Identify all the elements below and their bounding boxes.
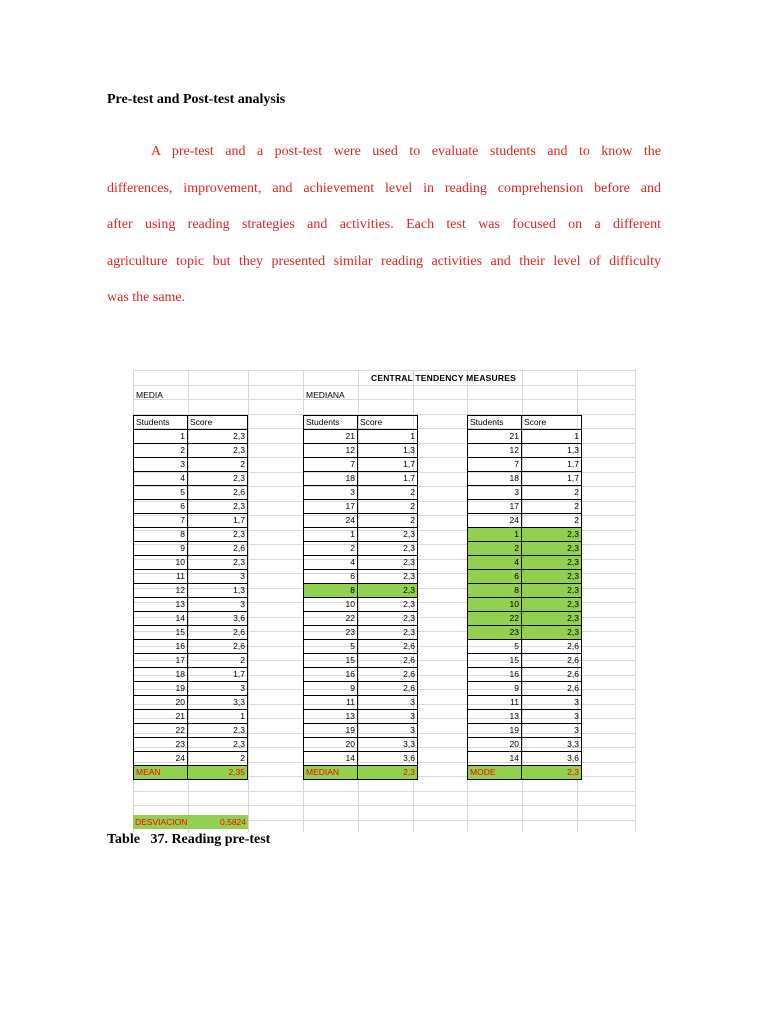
student-number-cell: 3: [468, 486, 522, 500]
grid-line: [133, 791, 635, 792]
student-number-cell: 22: [134, 724, 188, 738]
table-footer-row: [304, 766, 418, 780]
table-row: [304, 528, 418, 542]
student-number-cell: 1: [134, 430, 188, 444]
paragraph-line: A pre-test and a post-test were used to evaluate students and to know the: [151, 144, 661, 159]
table-row: [468, 430, 582, 444]
table-footer-row: [134, 766, 248, 780]
student-number-cell: 1: [304, 528, 358, 542]
table-row: [134, 472, 248, 486]
table-row: [134, 696, 248, 710]
table-row: [304, 430, 418, 444]
spreadsheet-image: [133, 370, 635, 832]
student-number-cell: 13: [134, 598, 188, 612]
score-cell: 1,7: [522, 472, 582, 486]
paragraph-line: agriculture topic but they presented similar reading activities and their level of difficulty: [107, 253, 661, 269]
student-number-cell: 10: [304, 598, 358, 612]
student-number-cell: 23: [304, 626, 358, 640]
student-number-cell: 5: [304, 640, 358, 654]
table-row: [468, 556, 582, 570]
table-footer-row: [468, 766, 582, 780]
table-row: [468, 542, 582, 556]
table-row: [468, 710, 582, 724]
score-cell: 1,3: [522, 444, 582, 458]
score-cell: 2,6: [522, 654, 582, 668]
table-row: [468, 486, 582, 500]
student-number-cell: 10: [468, 598, 522, 612]
table-row: [468, 696, 582, 710]
table-row: [304, 696, 418, 710]
score-cell: 2,6: [522, 640, 582, 654]
summary-label: MEDIAN: [304, 766, 358, 780]
student-number-cell: 12: [134, 584, 188, 598]
table-row: [468, 640, 582, 654]
score-cell: 3,3: [188, 696, 248, 710]
score-cell: 2,3: [522, 528, 582, 542]
table-row: [134, 682, 248, 696]
score-cell: 2,3: [188, 444, 248, 458]
table-row: [304, 472, 418, 486]
score-cell: 2,3: [188, 528, 248, 542]
table-row: [468, 570, 582, 584]
table-row: [468, 584, 582, 598]
student-number-cell: 16: [304, 668, 358, 682]
table-row: [304, 444, 418, 458]
table-row: [304, 486, 418, 500]
score-cell: 3: [358, 710, 418, 724]
score-cell: 2,6: [188, 640, 248, 654]
student-number-cell: 8: [304, 584, 358, 598]
student-number-cell: 7: [134, 514, 188, 528]
table-row: [468, 738, 582, 752]
student-number-cell: 4: [468, 556, 522, 570]
table-row: [134, 570, 248, 584]
score-cell: 3: [188, 598, 248, 612]
student-number-cell: 2: [468, 542, 522, 556]
media-label: MEDIA: [136, 390, 163, 400]
table-row: [134, 668, 248, 682]
score-cell: 2,3: [358, 598, 418, 612]
student-number-cell: 15: [468, 654, 522, 668]
table-row: [304, 738, 418, 752]
student-number-cell: 19: [134, 682, 188, 696]
grid-line: [133, 370, 635, 371]
score-cell: 2: [522, 486, 582, 500]
grid-line: [248, 370, 249, 832]
score-cell: 2,3: [358, 612, 418, 626]
score-cell: 2,3: [188, 556, 248, 570]
score-cell: 2,6: [188, 626, 248, 640]
table-row: [304, 612, 418, 626]
score-cell: 2,3: [522, 598, 582, 612]
students-column-header: Students: [304, 416, 358, 430]
table-row: [468, 528, 582, 542]
score-column-header: Score: [188, 416, 248, 430]
score-cell: 2,3: [188, 724, 248, 738]
score-cell: 3: [188, 570, 248, 584]
score-cell: 2,3: [522, 584, 582, 598]
student-number-cell: 12: [468, 444, 522, 458]
grid-line: [133, 805, 635, 806]
score-cell: 3,6: [358, 752, 418, 766]
student-number-cell: 17: [304, 500, 358, 514]
score-cell: 2: [358, 486, 418, 500]
student-number-cell: 4: [304, 556, 358, 570]
student-number-cell: 3: [304, 486, 358, 500]
table-row: [304, 598, 418, 612]
student-number-cell: 14: [468, 752, 522, 766]
score-column-header: Score: [358, 416, 418, 430]
student-number-cell: 9: [468, 682, 522, 696]
score-cell: 1: [188, 710, 248, 724]
table-row: [468, 682, 582, 696]
table-row: [468, 458, 582, 472]
summary-value: 2,3: [358, 766, 418, 780]
table-row: [304, 640, 418, 654]
student-number-cell: 20: [468, 738, 522, 752]
grid-line: [133, 385, 635, 386]
score-cell: 2,3: [188, 430, 248, 444]
student-number-cell: 8: [134, 528, 188, 542]
paragraph-line: differences, improvement, and achievement level in reading comprehension before and: [107, 180, 661, 196]
student-number-cell: 2: [304, 542, 358, 556]
student-number-cell: 15: [304, 654, 358, 668]
student-number-cell: 23: [134, 738, 188, 752]
student-number-cell: 9: [134, 542, 188, 556]
student-number-cell: 20: [304, 738, 358, 752]
deviation-value: 0,5824: [192, 815, 248, 829]
student-number-cell: 1: [468, 528, 522, 542]
table-row: [468, 668, 582, 682]
student-number-cell: 14: [134, 612, 188, 626]
table-row: [468, 514, 582, 528]
score-cell: 2,3: [188, 738, 248, 752]
table-row: [134, 654, 248, 668]
score-cell: 3: [358, 724, 418, 738]
score-cell: 2,3: [358, 626, 418, 640]
score-cell: 2,6: [358, 654, 418, 668]
score-cell: 2: [188, 458, 248, 472]
student-number-cell: 20: [134, 696, 188, 710]
table-caption: Table 37. Reading pre-test: [107, 832, 271, 847]
student-number-cell: 21: [134, 710, 188, 724]
student-number-cell: 3: [134, 458, 188, 472]
student-number-cell: 2: [134, 444, 188, 458]
students-column-header: Students: [134, 416, 188, 430]
student-number-cell: 11: [304, 696, 358, 710]
student-number-cell: 18: [134, 668, 188, 682]
mediana-label: MEDIANA: [306, 390, 345, 400]
student-number-cell: 24: [134, 752, 188, 766]
score-cell: 2,6: [522, 682, 582, 696]
paragraph-line: after using reading strategies and activities. Each test was focused on a different: [107, 217, 661, 232]
score-cell: 2: [522, 514, 582, 528]
summary-value: 2,3: [522, 766, 582, 780]
score-cell: 2,3: [358, 570, 418, 584]
student-number-cell: 6: [304, 570, 358, 584]
score-cell: 3: [522, 696, 582, 710]
score-cell: 1,7: [188, 668, 248, 682]
table-row: [468, 598, 582, 612]
score-cell: 3,3: [522, 738, 582, 752]
student-number-cell: 21: [304, 430, 358, 444]
score-cell: 2,3: [188, 472, 248, 486]
student-number-cell: 9: [304, 682, 358, 696]
table-row: [134, 612, 248, 626]
section-heading: Pre-test and Post-test analysis: [107, 92, 286, 107]
score-cell: 3,6: [522, 752, 582, 766]
score-cell: 3: [358, 696, 418, 710]
score-cell: 1,7: [522, 458, 582, 472]
deviation-row: [133, 815, 248, 829]
table-row: [134, 528, 248, 542]
table-row: [134, 514, 248, 528]
student-number-cell: 13: [468, 710, 522, 724]
table-row: [468, 472, 582, 486]
grid-line: [133, 399, 635, 400]
score-cell: 2,6: [358, 640, 418, 654]
score-cell: 2,3: [188, 500, 248, 514]
table-row: [134, 542, 248, 556]
table-row: [134, 556, 248, 570]
student-number-cell: 8: [468, 584, 522, 598]
table-row: [304, 654, 418, 668]
table-row: [304, 668, 418, 682]
score-cell: 2,3: [358, 542, 418, 556]
deviation-label: DESVIACION: [133, 815, 192, 829]
score-cell: 1,3: [358, 444, 418, 458]
mediana-table: [303, 415, 418, 780]
student-number-cell: 24: [468, 514, 522, 528]
table-row: [134, 710, 248, 724]
student-number-cell: 16: [134, 640, 188, 654]
student-number-cell: 6: [134, 500, 188, 514]
table-row: [304, 570, 418, 584]
table-header-row: [134, 416, 248, 430]
table-row: [134, 500, 248, 514]
student-number-cell: 11: [468, 696, 522, 710]
table-row: [304, 682, 418, 696]
table-row: [304, 710, 418, 724]
score-cell: 2,3: [358, 556, 418, 570]
score-cell: 1,7: [188, 514, 248, 528]
table-row: [468, 626, 582, 640]
table-row: [304, 626, 418, 640]
student-number-cell: 15: [134, 626, 188, 640]
table-row: [304, 584, 418, 598]
table-header-row: [468, 416, 582, 430]
table-header-row: [304, 416, 418, 430]
table-row: [134, 458, 248, 472]
score-cell: 2,6: [188, 486, 248, 500]
table-row: [468, 654, 582, 668]
table-row: [304, 458, 418, 472]
student-number-cell: 22: [468, 612, 522, 626]
table-row: [134, 444, 248, 458]
score-cell: 2: [358, 514, 418, 528]
table-row: [134, 752, 248, 766]
student-number-cell: 16: [468, 668, 522, 682]
table-row: [304, 514, 418, 528]
table-row: [134, 486, 248, 500]
table-row: [304, 542, 418, 556]
score-cell: 2,3: [358, 528, 418, 542]
score-cell: 1,3: [188, 584, 248, 598]
student-number-cell: 12: [304, 444, 358, 458]
score-cell: 2: [522, 500, 582, 514]
student-number-cell: 4: [134, 472, 188, 486]
score-cell: 2,3: [522, 570, 582, 584]
student-number-cell: 21: [468, 430, 522, 444]
student-number-cell: 5: [468, 640, 522, 654]
score-cell: 3,3: [358, 738, 418, 752]
students-column-header: Students: [468, 416, 522, 430]
score-cell: 2,6: [188, 542, 248, 556]
student-number-cell: 17: [134, 654, 188, 668]
score-cell: 2,3: [522, 626, 582, 640]
student-number-cell: 6: [468, 570, 522, 584]
student-number-cell: 10: [134, 556, 188, 570]
score-cell: 1,7: [358, 458, 418, 472]
score-cell: 2,6: [358, 682, 418, 696]
score-cell: 1: [358, 430, 418, 444]
score-cell: 2: [358, 500, 418, 514]
summary-label: MODE: [468, 766, 522, 780]
score-cell: 2,3: [358, 584, 418, 598]
score-cell: 2,3: [522, 612, 582, 626]
score-cell: 1: [522, 430, 582, 444]
score-cell: 2,3: [522, 542, 582, 556]
table-row: [468, 500, 582, 514]
table-row: [468, 752, 582, 766]
student-number-cell: 5: [134, 486, 188, 500]
table-row: [304, 752, 418, 766]
student-number-cell: 19: [304, 724, 358, 738]
score-cell: 2: [188, 752, 248, 766]
student-number-cell: 7: [468, 458, 522, 472]
table-row: [468, 724, 582, 738]
score-cell: 3: [522, 710, 582, 724]
score-column-header: Score: [522, 416, 582, 430]
summary-label: MEAN: [134, 766, 188, 780]
intro-paragraph: [107, 134, 661, 317]
table-row: [134, 626, 248, 640]
score-cell: 3: [522, 724, 582, 738]
score-cell: 2,6: [522, 668, 582, 682]
student-number-cell: 18: [468, 472, 522, 486]
table-row: [134, 584, 248, 598]
table-row: [134, 430, 248, 444]
table-row: [134, 738, 248, 752]
student-number-cell: 7: [304, 458, 358, 472]
table-row: [468, 444, 582, 458]
paragraph-line: was the same.: [107, 290, 186, 305]
score-cell: 2,3: [522, 556, 582, 570]
student-number-cell: 23: [468, 626, 522, 640]
table-row: [468, 612, 582, 626]
table-row: [134, 598, 248, 612]
score-cell: 2: [188, 654, 248, 668]
summary-value: 2,35: [188, 766, 248, 780]
student-number-cell: 24: [304, 514, 358, 528]
student-number-cell: 19: [468, 724, 522, 738]
media-table: [133, 415, 248, 780]
student-number-cell: 14: [304, 752, 358, 766]
student-number-cell: 17: [468, 500, 522, 514]
table-row: [304, 556, 418, 570]
student-number-cell: 11: [134, 570, 188, 584]
score-cell: 1,7: [358, 472, 418, 486]
student-number-cell: 13: [304, 710, 358, 724]
score-cell: 3,6: [188, 612, 248, 626]
score-cell: 3: [188, 682, 248, 696]
table-row: [134, 724, 248, 738]
table-row: [304, 500, 418, 514]
sheet-title: CENTRAL TENDENCY MEASURES: [371, 373, 516, 383]
mode-table: [467, 415, 582, 780]
grid-line: [635, 370, 636, 832]
table-row: [304, 724, 418, 738]
student-number-cell: 18: [304, 472, 358, 486]
student-number-cell: 22: [304, 612, 358, 626]
table-row: [134, 640, 248, 654]
score-cell: 2,6: [358, 668, 418, 682]
